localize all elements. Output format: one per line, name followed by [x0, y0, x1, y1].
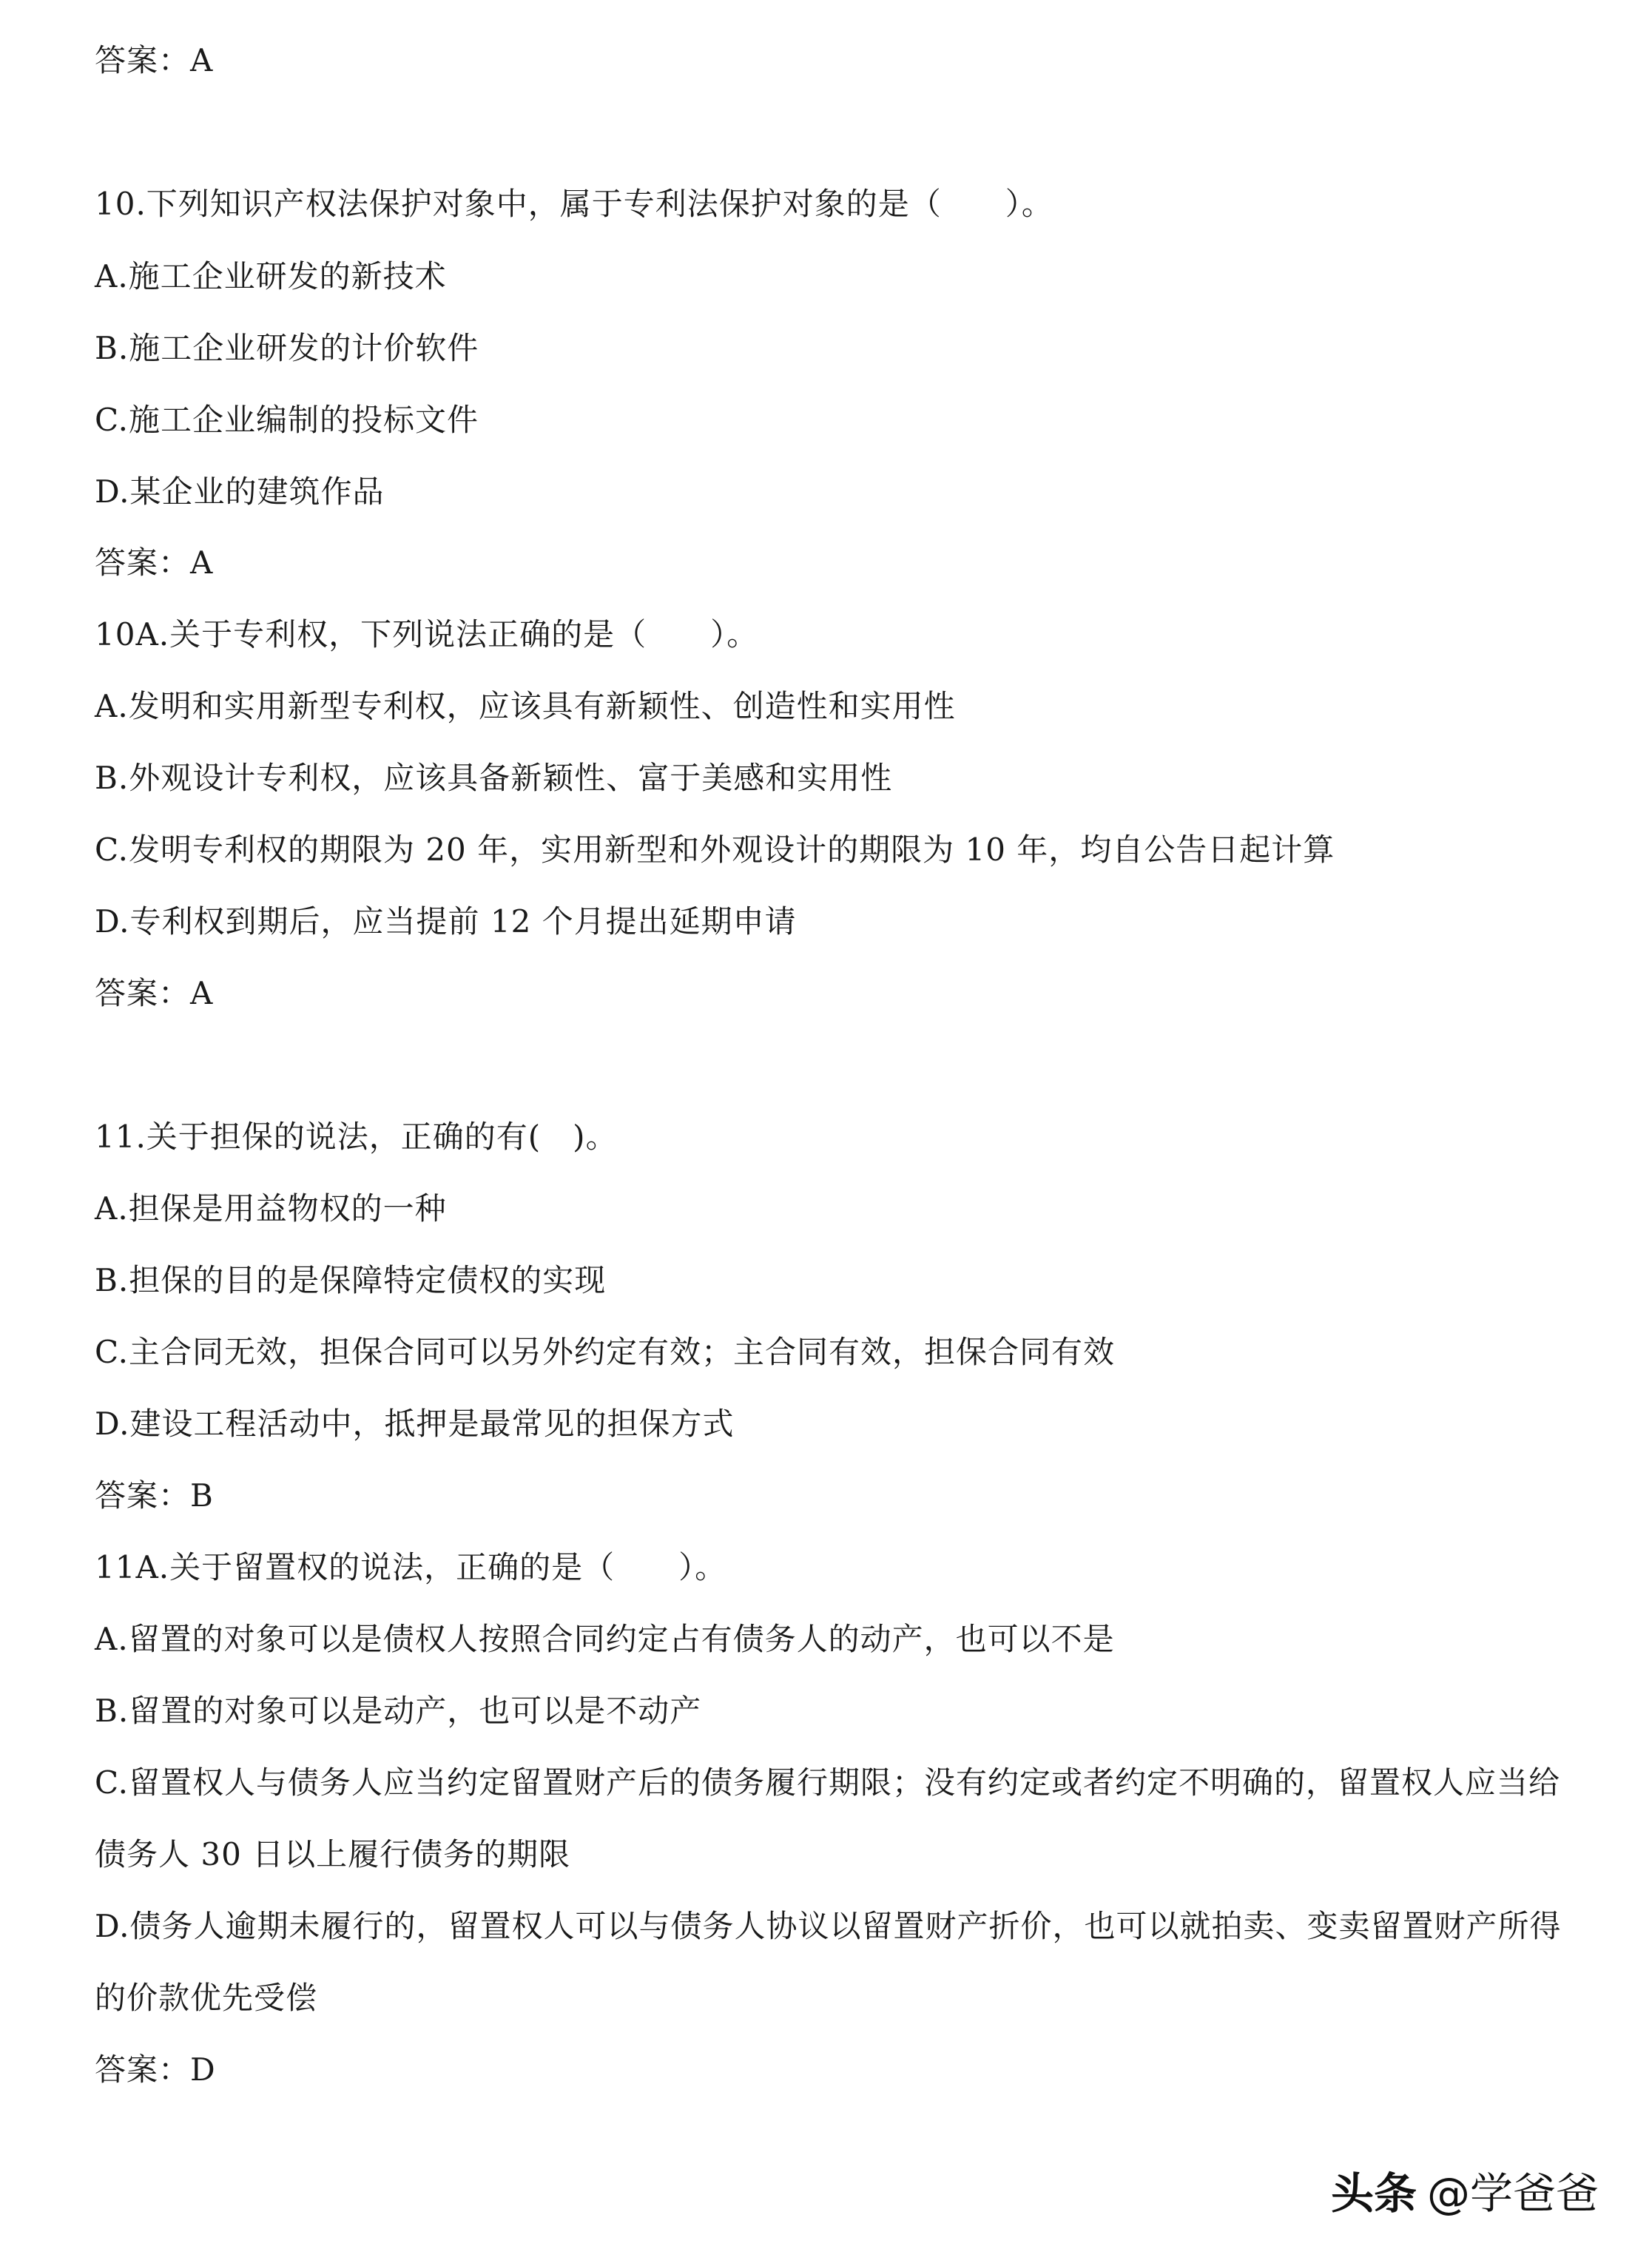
- q11a-answer: 答案：D: [95, 2051, 216, 2088]
- q10a-option-b: B.外观设计专利权，应该具备新颖性、富于美感和实用性: [95, 760, 893, 796]
- q11-answer: 答案：B: [95, 1477, 214, 1514]
- q10a-option-c: C.发明专利权的期限为 20 年，实用新型和外观设计的期限为 10 年，均自公告日起计算: [95, 832, 1335, 868]
- q10a-option-a: A.发明和实用新型专利权，应该具有新颖性、创造性和实用性: [95, 688, 956, 724]
- q11a-option-c-cont: 债务人 30 日以上履行债务的期限: [95, 1836, 571, 1872]
- q10-answer: 答案：A: [95, 544, 214, 581]
- question-10a: 10A.关于专利权，下列说法正确的是（ ）。: [95, 616, 759, 652]
- q10a-option-d: D.专利权到期后，应当提前 12 个月提出延期申请: [95, 903, 797, 940]
- watermark-handle: @学爸爸: [1426, 2168, 1599, 2219]
- q11a-option-b: B.留置的对象可以是动产，也可以是不动产: [95, 1693, 702, 1729]
- q10-option-d: D.某企业的建筑作品: [95, 473, 385, 510]
- q10a-answer: 答案：A: [95, 975, 214, 1011]
- q10-option-c: C.施工企业编制的投标文件: [95, 402, 479, 438]
- watermark-brand: 头条: [1330, 2168, 1417, 2219]
- answer-prev: 答案：A: [95, 42, 214, 78]
- q11a-option-d: D.债务人逾期未履行的，留置权人可以与债务人协议以留置财产折价，也可以就拍卖、变卖留置财产所得: [95, 1908, 1562, 1944]
- question-11: 11.关于担保的说法，正确的有( )。: [95, 1119, 618, 1155]
- q11a-option-a: A.留置的对象可以是债权人按照合同约定占有债务人的动产，也可以不是: [95, 1621, 1115, 1657]
- q11-option-c: C.主合同无效，担保合同可以另外约定有效；主合同有效，担保合同有效: [95, 1334, 1115, 1370]
- watermark: [1331, 2164, 1599, 2223]
- q10-option-a: A.施工企业研发的新技术: [95, 258, 447, 294]
- q11-option-d: D.建设工程活动中，抵押是最常见的担保方式: [95, 1406, 735, 1442]
- q10-option-b: B.施工企业研发的计价软件: [95, 330, 479, 366]
- q11a-option-d-cont: 的价款优先受偿: [95, 1980, 318, 2016]
- q11-option-b: B.担保的目的是保障特定债权的实现: [95, 1262, 607, 1298]
- q11a-option-c: C.留置权人与债务人应当约定留置财产后的债务履行期限；没有约定或者约定不明确的，留置权人应当给: [95, 1764, 1560, 1801]
- q11-option-a: A.担保是用益物权的一种: [95, 1190, 447, 1227]
- question-10: 10.下列知识产权法保护对象中，属于专利法保护对象的是（ ）。: [95, 186, 1053, 222]
- question-11a: 11A.关于留置权的说法，正确的是（ ）。: [95, 1549, 727, 1585]
